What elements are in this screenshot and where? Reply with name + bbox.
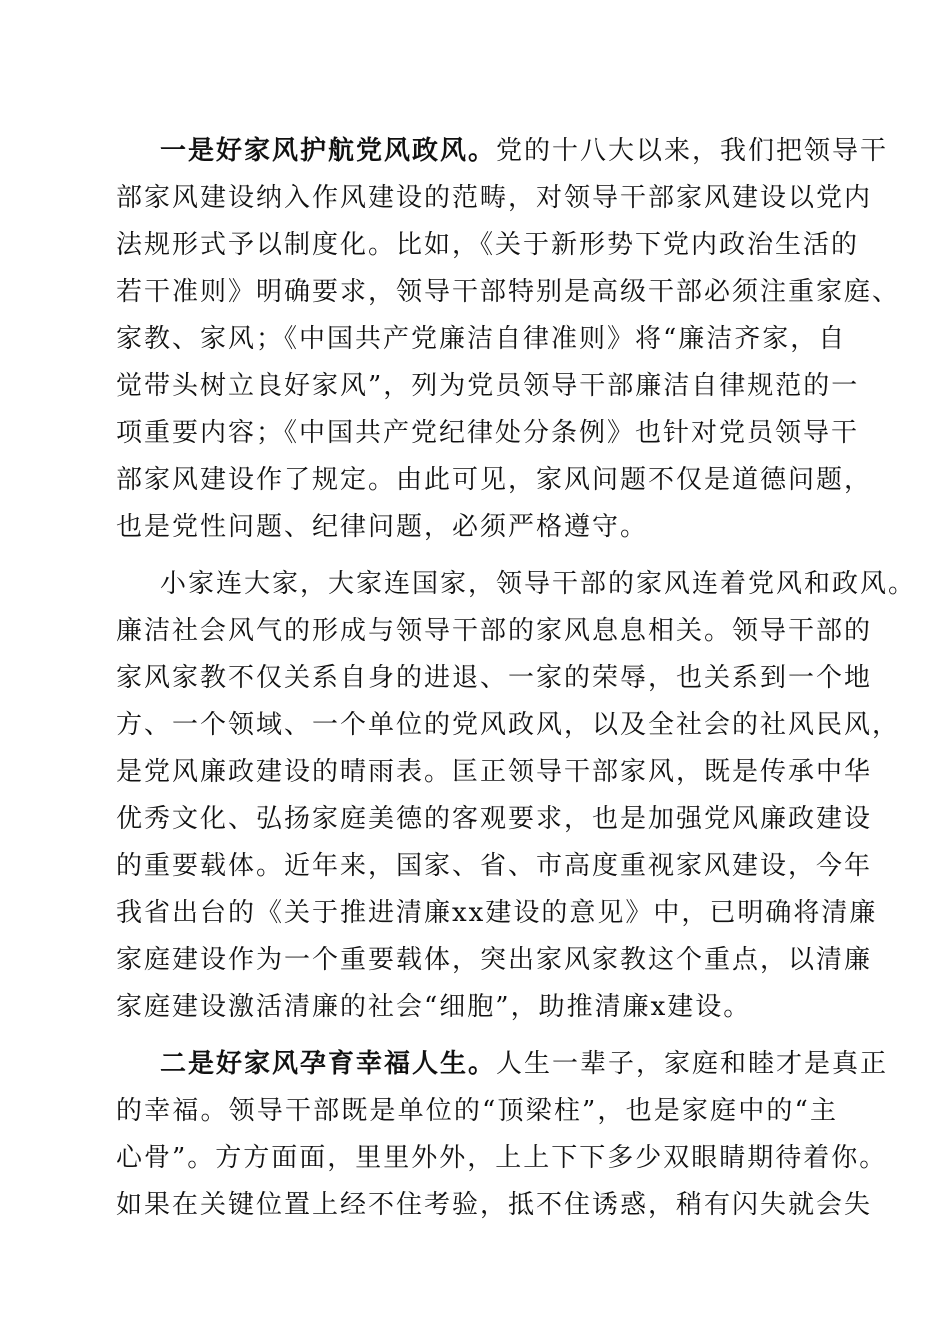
paragraph-2-line-6: 优秀文化、弘扬家庭美德的客观要求，也是加强党风廉政建设	[116, 804, 873, 834]
paragraph-1	[116, 128, 901, 551]
paragraph-2-line-8: 我省出台的《关于推进清廉xx建设的意见》中，已明确将清廉	[116, 898, 878, 928]
paragraph-2-line-9: 家庭建设作为一个重要载体，突出家风家教这个重点，以清廉	[116, 945, 873, 975]
paragraph-2-line-5: 是党风廉政建设的晴雨表。匡正领导干部家风，既是传承中华	[116, 757, 873, 787]
paragraph-1-first-line-text: 党的十八大以来，我们把领导干	[496, 136, 889, 166]
paragraph-2	[116, 561, 917, 1031]
paragraph-2-line-7: 的重要载体。近年来，国家、省、市高度重视家风建设，今年	[116, 851, 873, 881]
paragraph-2-line-10: 家庭建设激活清廉的社会“细胞”，助推清廉x建设。	[116, 992, 752, 1022]
paragraph-2-line-3: 家风家教不仅关系自身的进退、一家的荣辱，也关系到一个地	[116, 663, 873, 693]
paragraph-3-line-2: 的幸福。领导干部既是单位的“顶梁柱”，也是家庭中的“主	[116, 1096, 838, 1126]
paragraph-3-heading: 二是好家风孕育幸福人生。	[160, 1049, 497, 1079]
paragraph-2-line-2: 廉洁社会风气的形成与领导干部的家风息息相关。领导干部的	[116, 616, 873, 646]
paragraph-1-line-7: 项重要内容；《中国共产党纪律处分条例》也针对党员领导干	[116, 418, 860, 448]
paragraph-2-line-4: 方、一个领域、一个单位的党风政风，以及全社会的社风民风，	[116, 710, 901, 740]
paragraph-1-line-5: 家教、家风；《中国共产党廉洁自律准则》将“廉洁齐家，自	[116, 324, 847, 354]
paragraph-1-line-8: 部家风建设作了规定。由此可见，家风问题不仅是道德问题，	[116, 465, 873, 495]
paragraph-1-line-3: 法规形式予以制度化。比如，《关于新形势下党内政治生活的	[116, 230, 860, 260]
paragraph-1-heading: 一是好家风护航党风政风。	[160, 136, 497, 166]
paragraph-1-line-2: 部家风建设纳入作风建设的范畴，对领导干部家风建设以党内	[116, 183, 873, 213]
document-body	[116, 128, 917, 1229]
paragraph-1-line-4: 若干准则》明确要求，领导干部特别是高级干部必须注重家庭、	[116, 277, 901, 307]
paragraph-3-first-line-text: 人生一辈子，家庭和睦才是真正	[496, 1049, 889, 1079]
paragraph-1-line-6: 觉带头树立良好家风”，列为党员领导干部廉洁自律规范的一	[116, 371, 860, 401]
paragraph-1-line-9: 也是党性问题、纪律问题，必须严格遵守。	[116, 512, 649, 542]
paragraph-3-line-1	[116, 1041, 889, 1088]
paragraph-2-line-1: 小家连大家，大家连国家，领导干部的家风连着党风和政风。	[160, 569, 917, 599]
paragraph-3-line-4: 如果在关键位置上经不住考验，抵不住诱惑，稍有闪失就会失	[116, 1190, 873, 1220]
paragraph-3-line-3: 心骨”。方方面面，里里外外，上上下下多少双眼睛期待着你。	[116, 1143, 888, 1173]
paragraph-1-line-1	[116, 128, 889, 175]
paragraph-3	[116, 1041, 889, 1229]
